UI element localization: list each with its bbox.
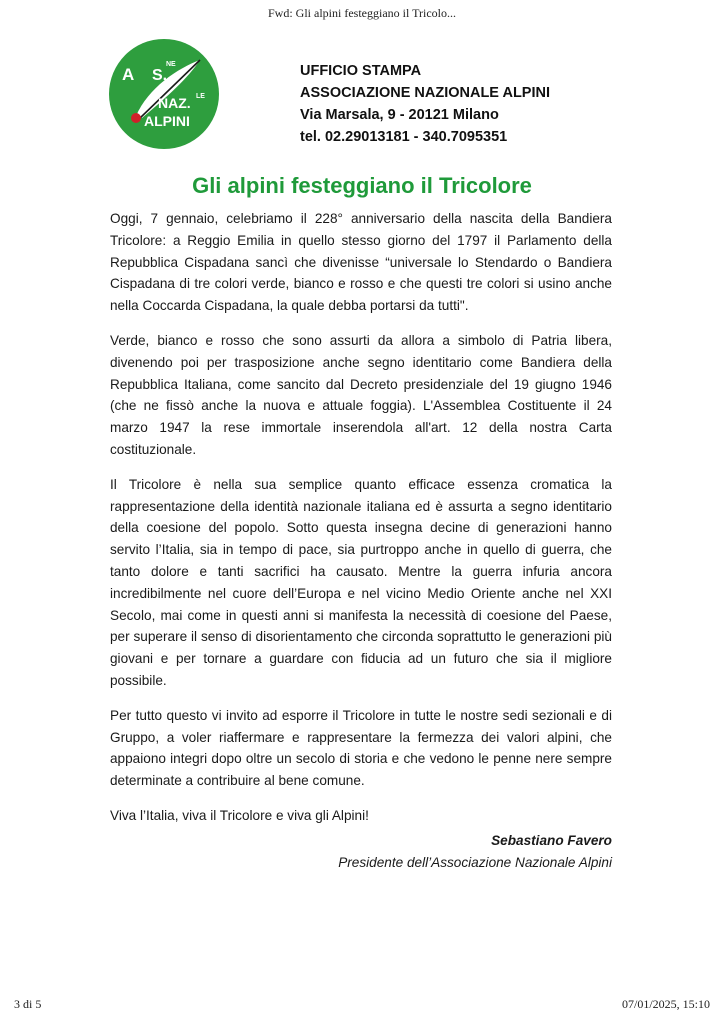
paragraph: Oggi, 7 gennaio, celebriamo il 228° anniversario della nascita della Bandiera Tricolore: a Reggio Emilia in quello stesso giorno del 1797 il Parlamento della Repubblica Cispadana sancì che divenisse “universale lo Stendardo o Bandiera Cispadana di tre colori verde, bianco e rosso e che questi tre colori si usino anche nella Coccarda Cispadana, la quale debba portarsi da tutti".: [110, 211, 612, 314]
logo-a: A: [122, 65, 135, 84]
office-name: UFFICIO STAMPA: [300, 63, 422, 79]
signature-block: [338, 830, 612, 874]
print-datetime: 07/01/2025, 15:10: [621, 997, 710, 1011]
logo-s: S.: [152, 67, 168, 84]
association-name: ASSOCIAZIONE NAZIONALE ALPINI: [300, 85, 550, 101]
page-number: 3 di 5: [14, 997, 42, 1011]
logo-le: LE: [196, 93, 205, 100]
paragraph: Viva l’Italia, viva il Tricolore e viva gli Alpini!: [110, 807, 369, 823]
document-body: [110, 208, 612, 840]
paragraph: Per tutto questo vi invito ad esporre il Tricolore in tutte le nostre sedi sezionali e di Gruppo, a voler riaffermare e rappresentare la fermezza dei valori alpini, che appaiono integri dopo oltre un secolo di storia e che vedono le penne nere sempre determinate a contribuire al bene comune.: [110, 707, 612, 789]
logo-naz: NAZ.: [158, 95, 191, 111]
office-phone: tel. 02.29013181 - 340.7095351: [300, 129, 508, 145]
signature-name: Sebastiano Favero: [491, 833, 612, 848]
pompom-icon: [131, 113, 141, 123]
document-title: Gli alpini festeggiano il Tricolore: [192, 173, 532, 198]
office-address: Via Marsala, 9 - 20121 Milano: [300, 107, 499, 123]
paragraph: Verde, bianco e rosso che sono assurti da allora a simbolo di Patria libera, divenendo poi per trasposizione anche segno identitario come Bandiera della Repubblica Italiana, come sancito dal Decreto presidenziale del 19 giugno 1946 (che ne fissò anche la nuova e attuale foggia). L'Assemblea Costituente il 24 marzo 1947 la rese immortale inserendola all'art. 12 della nostra Carta costituzionale.: [110, 332, 612, 457]
paragraph: Il Tricolore è nella sua semplice quanto efficace essenza cromatica la rappresentazione della identità nazionale italiana ed è assurta a segno identitario della coesione del popolo. Sotto questa insegna decine di generazioni hanno servito l’Italia, sia in tempo di pace, sia purtroppo anche in quello di guerra, che tanto dolore e tanti sacrifici ha causato. Mentre la guerra infuria ancora incredibilmente nel cuore dell’Europa e nel vicino Medio Oriente anche nel XXI Secolo, mai come in questi anni si manifesta la necessità di coesione del Paese, per superare il senso di disorientamento che circonda soprattutto le generazioni più giovani e per tornare a guardare con fiducia ad un futuro che sia il migliore possibile.: [110, 476, 612, 688]
print-header: Fwd: Gli alpini festeggiano il Tricolo...: [268, 6, 456, 20]
ana-logo: [108, 38, 220, 150]
logo-alpini: ALPINI: [144, 113, 190, 129]
logo-ne: NE: [166, 61, 176, 68]
signature-role: Presidente dell’Associazione Nazionale Alpini: [338, 855, 612, 870]
press-office-block: [300, 60, 550, 148]
